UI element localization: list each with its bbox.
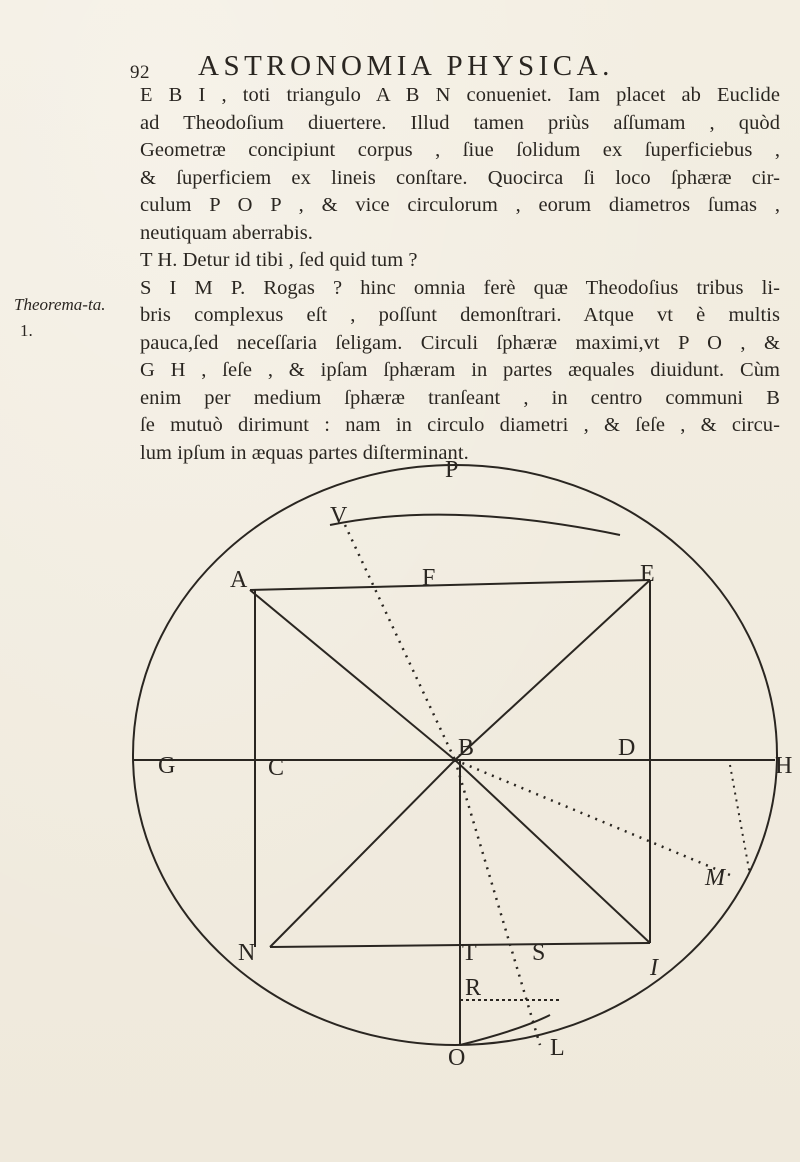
sphere-circle	[133, 465, 777, 1045]
label-s: S	[532, 940, 546, 966]
line-bi	[455, 760, 650, 943]
text-line: S I M P. Rogas ? hinc omnia ferè quæ Theodoſius tribus li-	[140, 276, 780, 299]
text-line: lum ipſum in æquas partes diſterminant.	[140, 441, 469, 464]
label-d: D	[618, 735, 636, 761]
arc-p	[330, 515, 620, 535]
text-line: culum P O P , & vice circulorum , eorum diametros ſumas ,	[140, 194, 780, 216]
label-c: C	[268, 755, 285, 781]
text-line: neutiquam aberrabis.	[140, 221, 313, 244]
line-bn	[270, 760, 455, 947]
dotted-bs	[455, 760, 540, 1045]
label-f: F	[422, 565, 436, 591]
running-title: ASTRONOMIA PHYSICA.	[198, 50, 614, 82]
page-number: 92	[130, 62, 150, 83]
label-e: E	[640, 561, 655, 587]
body-text	[140, 82, 780, 467]
page-header	[130, 50, 730, 86]
label-o: O	[448, 1045, 466, 1071]
line-be	[455, 580, 650, 760]
chord-ae	[250, 580, 650, 590]
text-line: ſe mutuò dirimunt : nam in circulo diametri , & ſeſe , & circu-	[140, 414, 780, 436]
arc-l	[460, 1015, 550, 1045]
margin-note-label: Theorema-ta.	[14, 295, 106, 314]
label-l: L	[550, 1035, 565, 1061]
text-line: bris complexus eſt , poſſunt demonſtrari. Atque vt è multis	[140, 304, 780, 326]
text-line: enim per medium ſphæræ tranſeant , in centro communi B	[140, 386, 780, 409]
label-a: A	[230, 567, 248, 593]
label-n: N	[238, 940, 256, 966]
label-h: H	[775, 753, 793, 779]
dotted-bm	[455, 760, 730, 875]
text-line: & ſuperficiem ex lineis conſtare. Quocirca ſi loco ſphæræ cir-	[140, 166, 780, 189]
label-v: V	[330, 503, 348, 529]
dotted-vt	[345, 525, 455, 760]
text-line: T H. Detur id tibi , ſed quid tum ?	[140, 249, 418, 271]
label-p: P	[445, 457, 459, 483]
dotted-hm	[730, 765, 750, 875]
text-line: E B I , toti triangulo A B N conueniet. Iam placet ab Euclide	[140, 84, 780, 106]
text-line: ad Theodoſium diuertere. Illud tamen priùs aſſumam , quòd	[140, 111, 780, 134]
label-b: B	[458, 735, 475, 761]
label-i: I	[650, 955, 658, 981]
text-line: G H , ſeſe , & ipſam ſphæram in partes æquales diuidunt. Cùm	[140, 359, 780, 381]
geometric-figure	[130, 455, 800, 1095]
text-line: pauca,ſed neceſſaria ſeligam. Circuli ſphæræ maximi,vt P O , &	[140, 331, 780, 354]
line-ab	[250, 590, 455, 760]
label-r: R	[465, 975, 482, 1001]
label-g: G	[158, 753, 176, 779]
margin-note-number: 1.	[20, 321, 33, 340]
margin-note	[14, 296, 124, 340]
label-m: M	[705, 865, 725, 891]
text-line: Geometræ concipiunt corpus , ſiue ſolidum ex ſuperficiebus ,	[140, 139, 780, 161]
label-t: T	[462, 940, 477, 966]
sphere-diagram	[130, 455, 800, 1095]
